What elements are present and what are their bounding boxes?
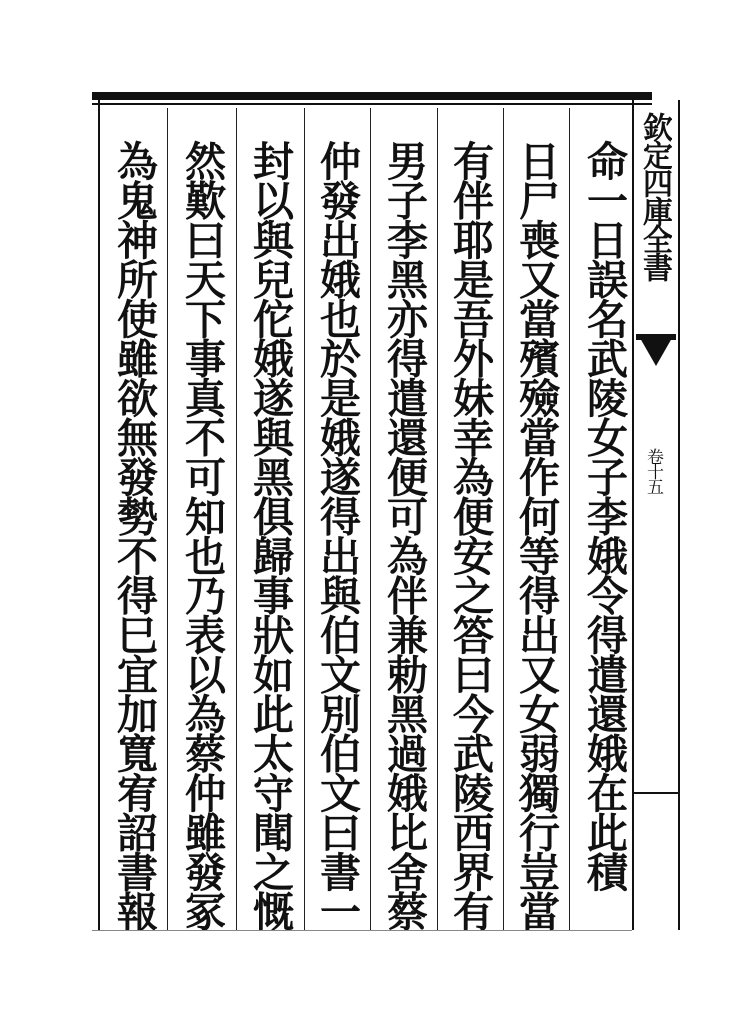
text-column-6: 封以與兒佗娥遂與黑俱歸事狀如此太守聞之慨 (246, 140, 294, 930)
text-column-1: 命一日誤名武陵女子李娥令得遣還娥在此積 (580, 140, 628, 891)
column-divider (569, 108, 570, 930)
column-divider (304, 108, 305, 930)
column-divider (236, 108, 237, 930)
top-rule-thin (92, 103, 652, 105)
column-divider (167, 108, 168, 930)
fish-tail-mark (640, 338, 672, 366)
margin-volume-label: 卷十五 (643, 448, 663, 493)
text-column-7: 然歎曰天下事真不可知也乃表以為蔡仲雖發冢 (178, 140, 226, 930)
bottom-line (92, 930, 632, 931)
column-divider (503, 108, 504, 930)
text-column-3: 有伴耶是吾外妹幸為便安之答曰今武陵西界有 (446, 140, 494, 930)
margin-book-title: 欽定四庫全書 (637, 112, 672, 280)
text-column-5: 仲發出娥也於是娥遂得出與伯文別伯文曰書一 (313, 140, 361, 930)
text-column-8: 為鬼神所使雖欲無發勢不得巳宜加寬宥詔書報 (110, 140, 158, 930)
text-column-4: 男子李黑亦得遣還便可為伴兼勅黑過娥比舍蔡 (380, 140, 428, 930)
top-rule (92, 92, 652, 100)
far-right-line (678, 100, 680, 930)
left-border-line (98, 100, 100, 930)
column-divider (437, 108, 438, 930)
column-divider (370, 108, 371, 930)
text-column-2: 日尸喪又當殯殮當作何等得出又女弱獨行豈當 (512, 140, 560, 930)
right-margin-tick (632, 792, 680, 794)
